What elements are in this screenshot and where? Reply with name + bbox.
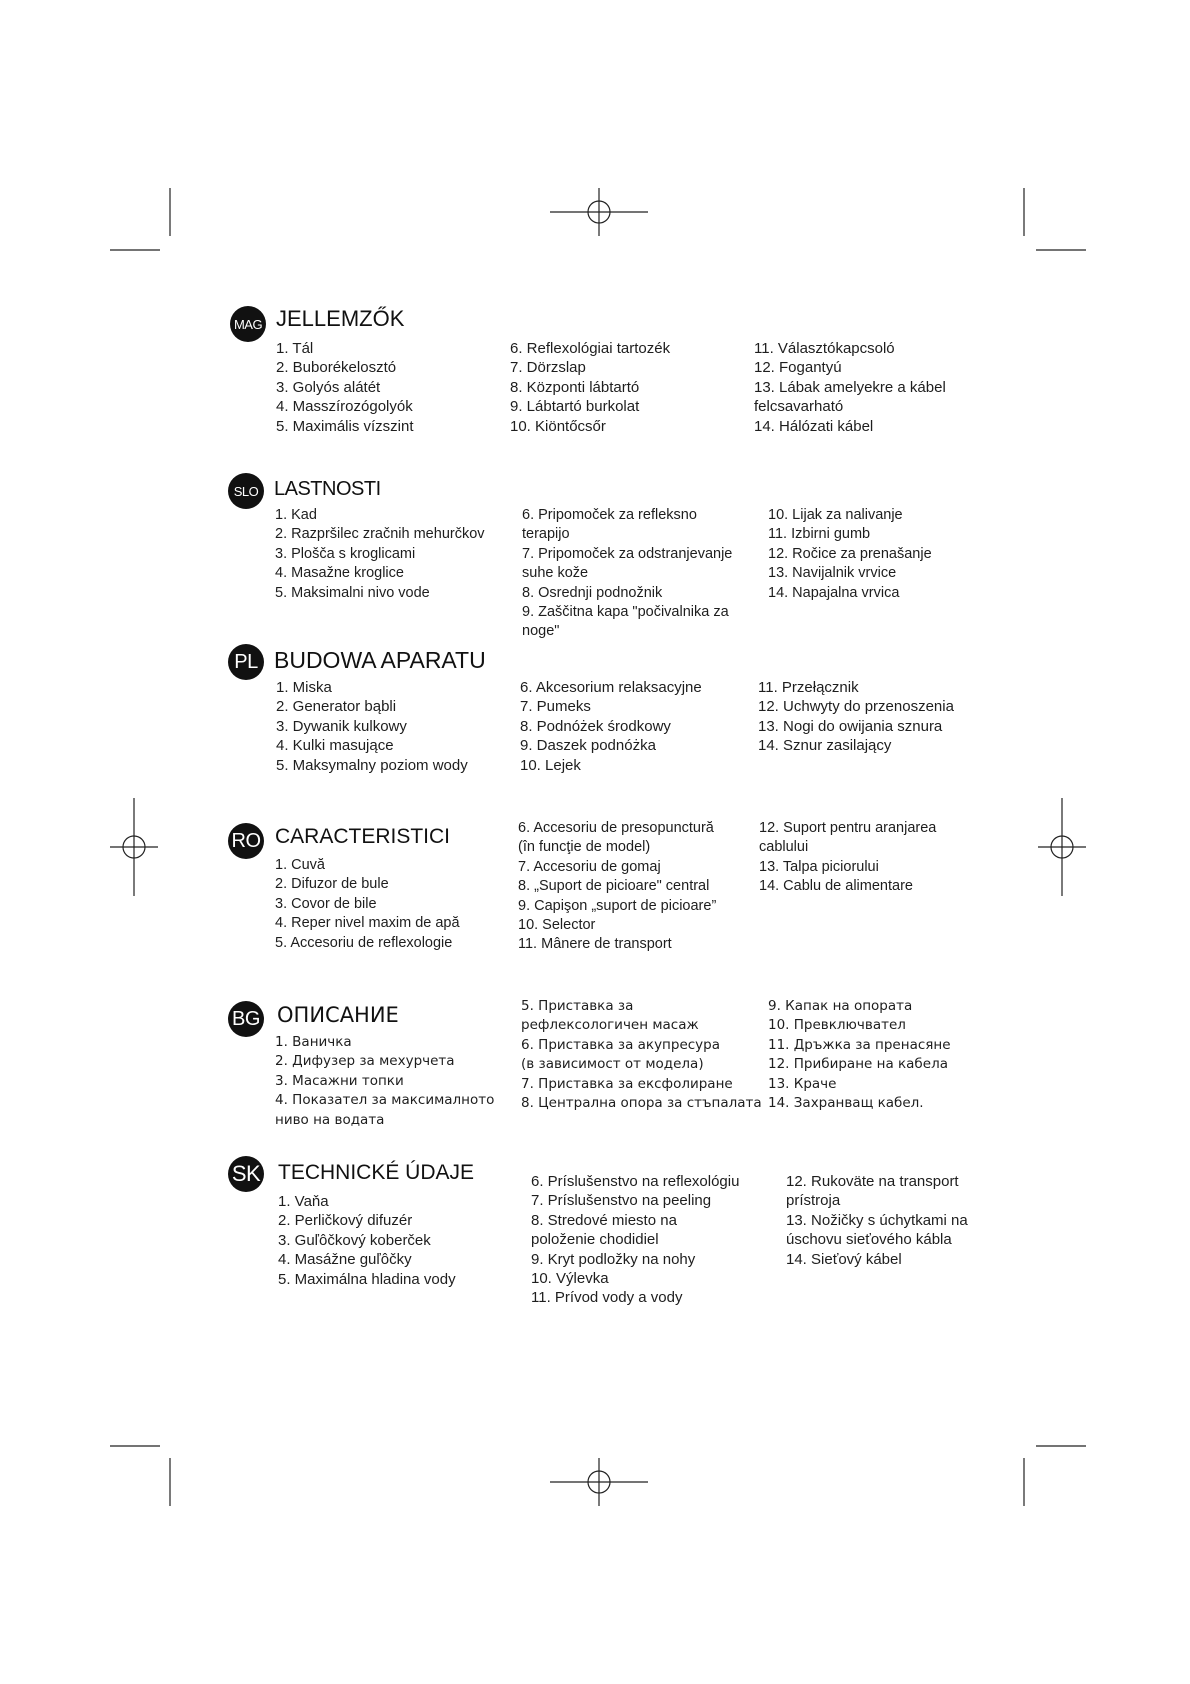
list-item: 8. Podnóżek środkowy	[520, 717, 671, 735]
list-item: felcsavarható	[754, 398, 844, 416]
parts-list-col3	[768, 506, 932, 603]
list-item: 9. Капак на опората	[768, 998, 913, 1014]
list-item: 5. Maximális vízszint	[276, 417, 414, 435]
parts-list-col1	[275, 1033, 494, 1130]
list-item: 4. Masszírozógolyók	[276, 398, 413, 416]
list-item: 1. Kad	[275, 507, 317, 523]
parts-list-col3	[768, 997, 951, 1113]
list-item: úschovu sieťového kábla	[786, 1231, 952, 1249]
registration-target-top	[550, 188, 648, 236]
list-item: 8. Stredové miesto na	[531, 1211, 677, 1229]
list-item: 4. Masažne kroglice	[275, 565, 404, 582]
list-item: 8. Központi lábtartó	[510, 378, 640, 396]
list-item: 2. Razpršilec zračnih mehurčkov	[275, 526, 485, 543]
list-item: 4. Показател за максималното	[275, 1092, 495, 1109]
list-item: 14. Sieťový kábel	[786, 1250, 902, 1268]
list-item: 13. Lábak amelyekre a kábel	[754, 378, 946, 396]
list-item: 2. Perličkový difuzér	[278, 1212, 413, 1230]
parts-list-col1	[278, 1192, 456, 1289]
list-item: 1. Miska	[276, 679, 332, 696]
list-item: 14. Захранващ кабел.	[768, 1095, 924, 1112]
parts-list-col2	[531, 1172, 739, 1307]
list-item: 5. Приставка за	[521, 998, 634, 1014]
list-item: 7. Dörzslap	[510, 359, 586, 377]
list-item: 2. Buborékelosztó	[276, 359, 397, 377]
parts-list-col3	[786, 1172, 968, 1269]
list-item: 13. Краче	[768, 1075, 837, 1092]
list-item: 6. Accesoriu de presopunctură	[518, 820, 714, 836]
list-item: suhe kože	[522, 565, 589, 582]
parts-list-col1	[276, 678, 468, 775]
list-item: 12. Fogantyú	[754, 359, 842, 377]
list-item: 1. Tál	[276, 340, 314, 357]
list-item: 13. Navijalnik vrvice	[768, 565, 897, 582]
list-item: prístroja	[786, 1192, 841, 1210]
parts-list-col2	[522, 506, 732, 642]
list-item: 1. Ваничка	[275, 1034, 352, 1050]
section-romanian	[228, 820, 1008, 963]
list-item: 4. Kulki masujące	[276, 737, 394, 755]
list-item: 11. Izbirni gumb	[768, 526, 871, 543]
list-item: 10. Превключвател	[768, 1017, 906, 1034]
list-item: 9. Kryt podložky na nohy	[531, 1250, 696, 1268]
registration-target-right	[1038, 798, 1086, 896]
list-item: 6. Pripomoček za refleksno	[522, 507, 697, 523]
language-badge: SLO	[228, 473, 264, 509]
list-item: 2. Generator bąbli	[276, 698, 397, 716]
language-badge: SK	[228, 1156, 264, 1192]
list-item: 4. Masážne guľôčky	[278, 1251, 412, 1269]
list-item: 11. Przełącznik	[758, 679, 859, 696]
section-hungarian	[228, 306, 1008, 436]
list-item: 14. Napajalna vrvica	[768, 584, 900, 601]
list-item: 11. Prívod vody a vody	[531, 1289, 683, 1307]
list-item: 3. Масажни топки	[275, 1072, 404, 1089]
parts-list-col1	[276, 339, 414, 436]
list-item: položenie chodidiel	[531, 1231, 659, 1249]
list-item: 9. Daszek podnóżka	[520, 737, 656, 755]
list-item: 14. Cablu de alimentare	[759, 878, 913, 895]
language-badge: MAG	[230, 306, 266, 342]
language-badge: BG	[228, 1001, 264, 1037]
list-item: 13. Nožičky s úchytkami na	[786, 1211, 968, 1229]
section-slovenian	[228, 473, 1008, 643]
parts-list-col3	[759, 819, 936, 897]
list-item: ниво на водата	[275, 1111, 385, 1128]
list-item: 3. Dywanik kulkowy	[276, 717, 407, 735]
section-title: LASTNOSTI	[274, 478, 381, 500]
language-badge: RO	[228, 823, 264, 859]
list-item: 7. Accesoriu de gomaj	[518, 858, 661, 875]
section-title: ОПИСАНИЕ	[277, 1003, 399, 1027]
section-title: CARACTERISTICI	[275, 825, 451, 848]
list-item: 10. Selector	[518, 917, 596, 934]
list-item: 14. Sznur zasilający	[758, 737, 892, 755]
list-item: noge"	[522, 623, 560, 640]
parts-list-col3	[754, 339, 946, 436]
list-item: 12. Suport pentru aranjarea	[759, 820, 937, 836]
list-item: рефлексологичен масаж	[521, 1017, 699, 1034]
list-item: 10. Kiöntőcsőr	[510, 417, 606, 435]
list-item: 10. Lejek	[520, 756, 581, 774]
parts-list-col2	[521, 997, 762, 1113]
section-title: TECHNICKÉ ÚDAJE	[278, 1161, 475, 1184]
parts-list-col2	[518, 819, 716, 955]
list-item: 3. Plošča s kroglicami	[275, 545, 416, 562]
list-item: cablului	[759, 839, 809, 856]
section-title: BUDOWA APARATU	[274, 647, 486, 673]
list-item: 8. Osrednji podnožnik	[522, 584, 663, 601]
section-bulgarian	[228, 998, 1008, 1131]
list-item: 2. Дифузер за мехурчета	[275, 1053, 455, 1070]
list-item: 6. Príslušenstvo na reflexológiu	[531, 1173, 740, 1190]
list-item: 8. Централна опора за стъпалата	[521, 1095, 762, 1112]
list-item: (в зависимост от модела)	[521, 1056, 704, 1073]
list-item: 3. Covor de bile	[275, 895, 377, 912]
list-item: 9. Capişon „suport de picioare”	[518, 897, 717, 914]
list-item: 13. Nogi do owijania sznura	[758, 717, 943, 735]
list-item: 6. Akcesorium relaksacyjne	[520, 679, 702, 696]
list-item: 1. Cuvă	[275, 857, 325, 873]
list-item: 3. Guľôčkový koberček	[278, 1231, 431, 1249]
list-item: 7. Pripomoček za odstranjevanje	[522, 545, 733, 562]
list-item: 12. Ročice za prenašanje	[768, 545, 932, 562]
list-item: 7. Príslušenstvo na peeling	[531, 1192, 712, 1210]
list-item: 6. Приставка за акупресура	[521, 1036, 721, 1053]
list-item: 4. Reper nivel maxim de apă	[275, 915, 460, 932]
list-item: 11. Választókapcsoló	[754, 340, 895, 357]
list-item: 10. Lijak za nalivanje	[768, 507, 903, 523]
section-polish	[228, 644, 1008, 779]
list-item: 14. Hálózati kábel	[754, 417, 874, 435]
list-item: 5. Maksymalny poziom wody	[276, 756, 468, 774]
parts-list-col1	[275, 856, 460, 953]
list-item: 8. „Suport de picioare" central	[518, 878, 710, 895]
registration-target-left	[110, 798, 158, 896]
list-item: 5. Maksimalni nivo vode	[275, 584, 430, 601]
parts-list-col3	[758, 678, 954, 756]
list-item: 1. Vaňa	[278, 1193, 329, 1210]
list-item: 6. Reflexológiai tartozék	[510, 340, 671, 357]
list-item: 3. Golyós alátét	[276, 378, 381, 396]
list-item: 5. Accesoriu de reflexologie	[275, 934, 453, 951]
list-item: 11. Дръжка за пренасяне	[768, 1036, 951, 1053]
list-item: 9. Zaščitna kapa "počivalnika za	[522, 604, 729, 621]
list-item: 12. Uchwyty do przenoszenia	[758, 698, 954, 716]
list-item: 7. Приставка за ексфолиране	[521, 1075, 733, 1092]
list-item: 9. Lábtartó burkolat	[510, 398, 640, 416]
language-badge: PL	[228, 644, 264, 680]
list-item: 12. Rukoväte na transport	[786, 1173, 959, 1190]
parts-list-col2	[520, 678, 702, 775]
list-item: terapijo	[522, 526, 570, 543]
list-item: 13. Talpa piciorului	[759, 858, 879, 875]
parts-list-col2	[510, 339, 670, 436]
section-slovak	[228, 1156, 1008, 1316]
section-title: JELLEMZŐK	[276, 306, 405, 331]
parts-list-col1	[275, 506, 485, 603]
list-item: 10. Výlevka	[531, 1270, 609, 1288]
list-item: 7. Pumeks	[520, 698, 591, 716]
list-item: 12. Прибиране на кабела	[768, 1056, 948, 1073]
registration-target-bottom	[550, 1458, 648, 1506]
list-item: 11. Mânere de transport	[518, 936, 672, 953]
list-item: 2. Difuzor de bule	[275, 876, 389, 893]
list-item: 5. Maximálna hladina vody	[278, 1270, 456, 1288]
list-item: (în funcţie de model)	[518, 839, 651, 856]
